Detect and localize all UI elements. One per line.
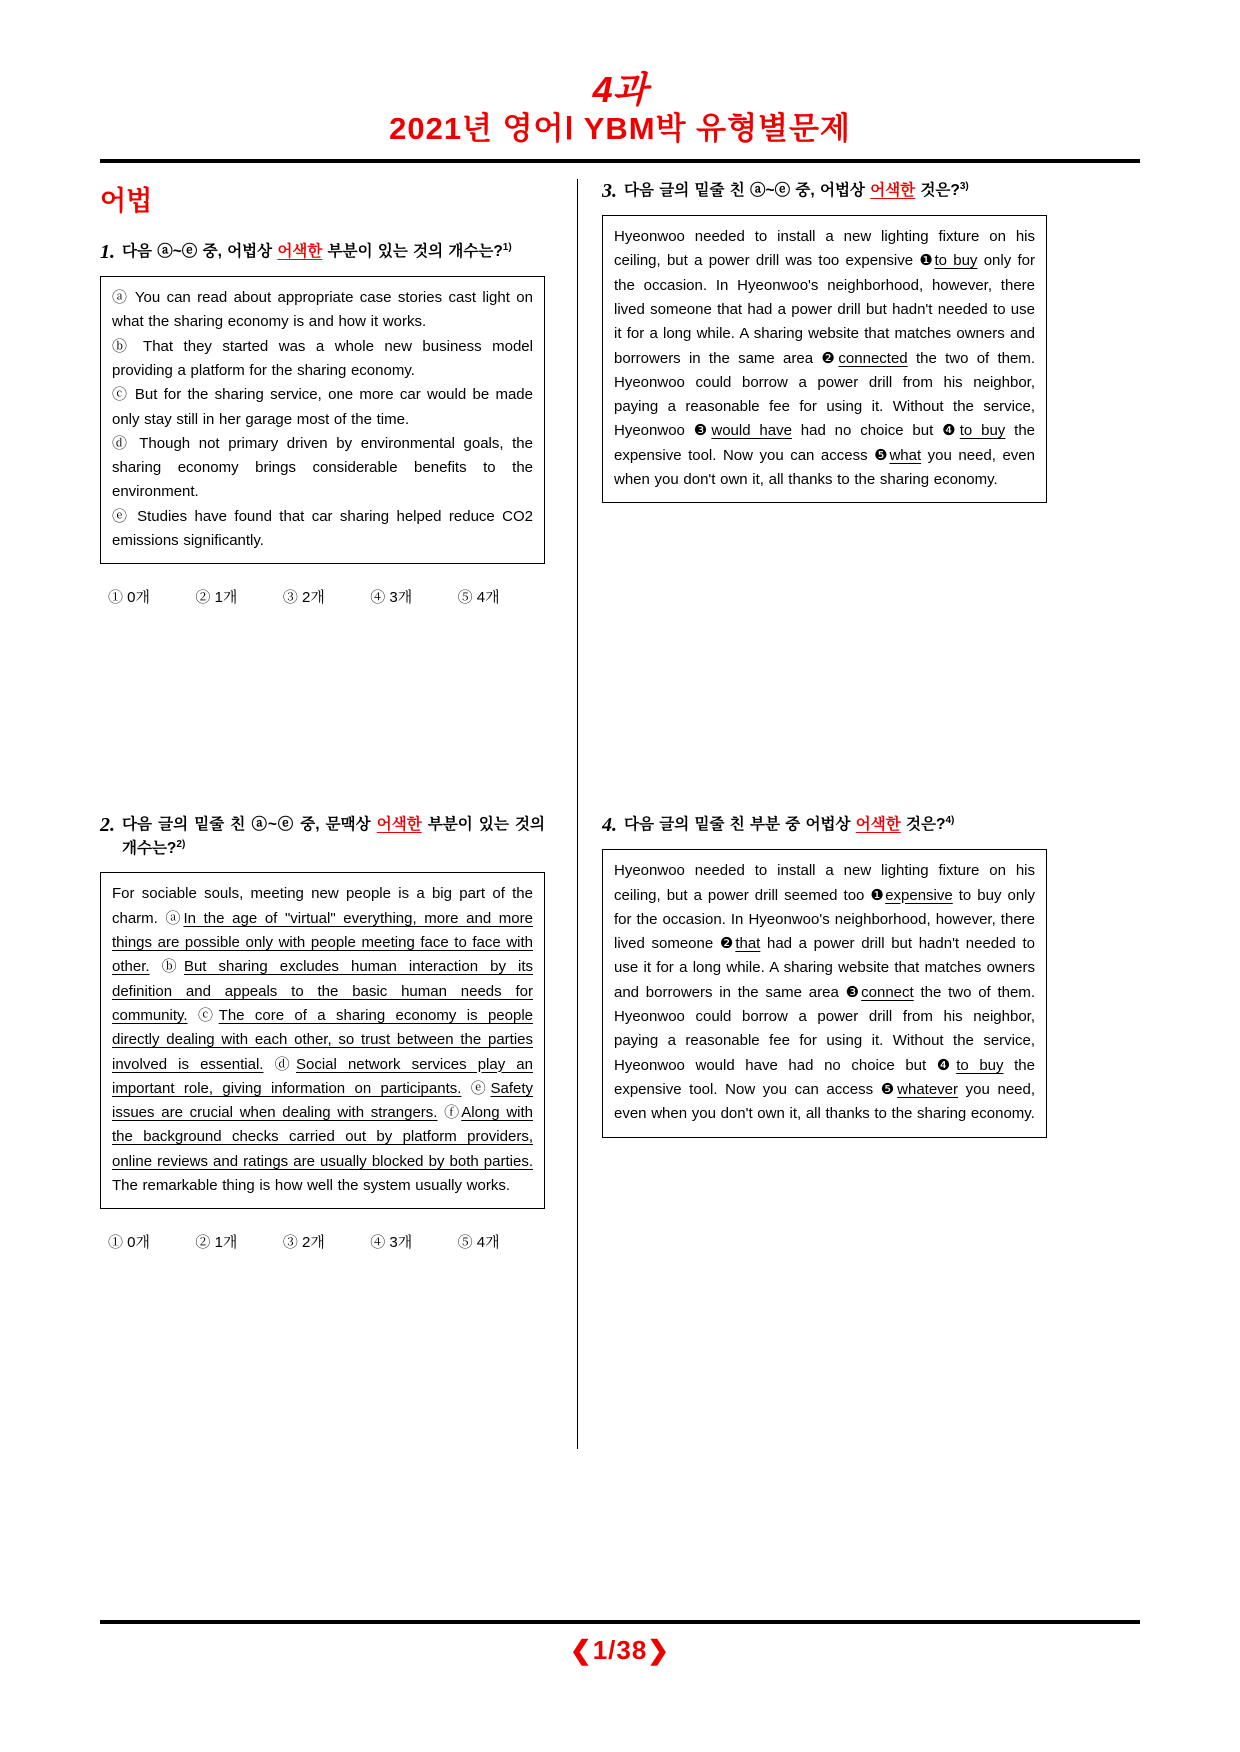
q4-text-2: to buy only for the occasion. In Hyeonwoo's neighborhood, however, there lived someone (614, 886, 1035, 953)
question-3 (602, 179, 1047, 503)
q3-underline-1: to buy (934, 252, 978, 270)
q2-underline-c: The core of a sharing economy is people directly dealing with each other, so trust between the parties involved is essential. (112, 1006, 533, 1073)
q3-text-3: the two of them. Hyeonwoo could borrow a power drill from his neighbor, paying a reasonable fee for using it. Without the service, Hyeonwoo (614, 349, 1036, 440)
q4-text-4: the two of them. Hyeonwoo could borrow a power drill from his neighbor, paying a reasonable fee for using it. Without the service, Hyeonwoo would have had no choice but (614, 983, 1035, 1074)
q3-underline-5: what (889, 446, 922, 464)
q1-text-a: You can read about appropriate case stories cast light on what the sharing economy is and how it works. (112, 289, 533, 331)
right-column-spacer (602, 513, 1047, 813)
q4-prompt-part-a: 다음 글의 밑줄 친 부분 중 어법상 (624, 816, 856, 834)
question-4 (602, 813, 1047, 1137)
q2-sep-1 (150, 958, 162, 975)
footer-divider-rule (100, 1620, 1140, 1624)
q1-item-d (112, 432, 533, 505)
q3-text-1: Hyeonwoo needed to install a new lighting fixture on his ceiling, but a power drill was too expensive (614, 228, 1035, 270)
q2-marker-d: ⓓ (274, 1055, 296, 1073)
q4-underline-5: whatever (897, 1080, 959, 1098)
question-1-prompt (122, 240, 512, 264)
question-2-passage-box (100, 872, 545, 1209)
q1-choice-1[interactable]: ① 0개 (108, 589, 150, 607)
q2-underline-b: But sharing excludes human interaction by its definition and appeals to the basic human needs for community. (112, 958, 533, 1024)
question-1-passage-box (100, 276, 545, 564)
q3-marker-4: ❹ (942, 422, 960, 440)
q1-choice-5[interactable]: ⑤ 4개 (457, 589, 500, 607)
question-1-number: 1. (100, 241, 115, 264)
q1-footnote-marker: 1) (502, 242, 512, 254)
q1-text-b: That they started was a whole new business model providing a platform for the sharing economy. (112, 337, 533, 379)
q1-marker-c: ⓒ (112, 386, 129, 404)
q4-prompt-part-b: 것은? (900, 816, 946, 834)
q1-text-c: But for the sharing service, one more car would be made only stay still in her garage most of the time. (112, 386, 533, 428)
q1-item-b (112, 335, 533, 384)
question-4-number: 4. (602, 814, 617, 837)
q2-sep-4 (461, 1080, 470, 1097)
question-2-prompt (122, 813, 545, 861)
right-column (592, 179, 1047, 1469)
question-2-number: 2. (100, 814, 115, 837)
q4-marker-2: ❷ (719, 935, 736, 953)
q4-underline-4: to buy (956, 1056, 1004, 1074)
q1-text-d: Though not primary driven by environmental goals, the sharing economy brings considerable benefits to the environment. (112, 434, 533, 501)
question-3-prompt (624, 179, 969, 203)
q4-marker-4: ❹ (936, 1056, 957, 1074)
q3-marker-1: ❶ (919, 252, 935, 270)
q2-marker-e: ⓔ (470, 1079, 491, 1097)
q1-marker-e: ⓔ (112, 507, 130, 525)
question-4-prompt (624, 813, 954, 837)
q1-prompt-highlight: 어색한 (277, 243, 323, 261)
q3-underline-3: would have (711, 422, 792, 440)
q1-item-a (112, 286, 533, 335)
q2-outro: The remarkable thing is how well the system usually works. (112, 1177, 510, 1195)
q2-sep-2 (188, 1007, 198, 1024)
q3-text-4: had no choice but (791, 422, 943, 440)
left-column (100, 179, 567, 1469)
q4-text-3: had a power drill but hadn't needed to use it for a long while. A sharing website that matches owners and borrowers in the same area (614, 935, 1035, 1001)
q3-marker-3: ❸ (693, 422, 712, 440)
question-3-number: 3. (602, 180, 617, 203)
q4-marker-5: ❺ (880, 1080, 898, 1098)
q2-choice-4[interactable]: ④ 3개 (370, 1234, 413, 1252)
lesson-title: 4과 (592, 69, 648, 110)
q2-sep-3 (263, 1056, 274, 1073)
q3-text-5: the expensive tool. Now you can access (614, 422, 1036, 464)
q4-footnote-marker: 4) (945, 815, 955, 827)
q3-prompt-part-b: 것은? (915, 182, 960, 200)
document-subtitle: 2021년 영어Ⅰ YBM박 유형별문제 (389, 111, 851, 147)
q2-marker-a: ⓐ (165, 909, 184, 927)
q1-choice-2[interactable]: ② 1개 (195, 589, 238, 607)
q2-marker-c: ⓒ (197, 1006, 219, 1024)
q1-choice-4[interactable]: ④ 3개 (370, 589, 413, 607)
question-3-heading (602, 179, 1047, 204)
q3-underline-4: to buy (959, 422, 1006, 440)
q1-marker-a: ⓐ (112, 289, 129, 307)
q1-prompt-part-b: 부분이 있는 것의 개수는? (322, 243, 503, 261)
q2-prompt-part-a: 다음 글의 밑줄 친 ⓐ~ⓔ 중, 문맥상 (122, 816, 377, 834)
q1-prompt-part-a: 다음 ⓐ~ⓔ 중, 어법상 (122, 243, 278, 261)
question-1 (100, 240, 545, 607)
q2-underline-e: Safety issues are crucial when dealing with strangers. (112, 1079, 533, 1122)
q3-text-2: only for the occasion. In Hyeonwoo's neighborhood, however, there lived someone that had a power drill but hadn't needed to use it for a long while. A sharing website that matches owners and borrowers in the same area (614, 252, 1035, 367)
section-heading: 어법 (100, 186, 153, 217)
page-number: ❮1/38❯ (569, 1635, 671, 1665)
q1-marker-d: ⓓ (112, 434, 131, 452)
q1-item-c (112, 383, 533, 432)
q4-text-1: Hyeonwoo needed to install a new lighting fixture on his ceiling, but a power drill seemed too (614, 862, 1035, 904)
question-2 (100, 813, 545, 1252)
q4-marker-3: ❸ (845, 983, 862, 1001)
q3-prompt-part-a: 다음 글의 밑줄 친 ⓐ~ⓔ 중, 어법상 (624, 182, 871, 200)
question-1-heading (100, 240, 545, 265)
q2-choice-2[interactable]: ② 1개 (195, 1234, 238, 1252)
q2-footnote-marker: 2) (176, 839, 186, 851)
column-divider (577, 179, 578, 1449)
header-divider-rule (100, 159, 1140, 163)
q3-text-6: you need, even when you don't own it, all thanks to the sharing economy. (614, 446, 1035, 488)
two-column-body (100, 179, 1140, 1469)
q1-marker-b: ⓑ (112, 337, 133, 355)
document-header (100, 70, 1140, 147)
q3-passage-text (614, 225, 1035, 492)
q4-passage-text (614, 859, 1035, 1126)
question-3-passage-box (602, 215, 1047, 503)
q2-prompt-part-b: 부분이 있는 것의 개수는? (122, 816, 545, 858)
question-4-heading (602, 813, 1047, 838)
q2-prompt-highlight: 어색한 (376, 816, 422, 834)
q1-text-e: Studies have found that car sharing helped reduce CO2 emissions significantly. (112, 507, 533, 549)
q2-underline-f: Along with the background checks carried out by platform providers, online reviews and ratings are usually blocked by both parties. (112, 1104, 533, 1170)
q3-underline-2: connected (838, 349, 908, 367)
q4-underline-2: that (735, 935, 761, 953)
question-2-choices (100, 1231, 545, 1252)
q2-intro: For sociable souls, meeting new people is a big part of the charm. (112, 885, 533, 927)
left-column-spacer (100, 617, 545, 813)
q4-prompt-highlight: 어색한 (855, 816, 901, 834)
q2-underline-a: In the age of "virtual" everything, more and more things are possible only with people meeting face to face with other. (112, 909, 533, 976)
q4-underline-1: expensive (885, 886, 953, 904)
q2-underline-d: Social network services play an important role, giving information on participants. (112, 1055, 533, 1097)
q4-text-5: the expensive tool. Now you can access (614, 1056, 1035, 1098)
q4-marker-1: ❶ (870, 886, 886, 904)
q2-choice-3[interactable]: ③ 2개 (282, 1234, 325, 1252)
q3-marker-5: ❺ (874, 446, 890, 464)
q1-item-e (112, 505, 533, 554)
q1-choice-3[interactable]: ③ 2개 (282, 589, 325, 607)
q4-text-6: you need, even when you don't own it, all thanks to the sharing economy. (614, 1080, 1036, 1123)
question-2-heading (100, 813, 545, 861)
q2-choice-5[interactable]: ⑤ 4개 (457, 1234, 500, 1252)
q2-passage-text (112, 882, 533, 1198)
q2-marker-f: ⓕ (444, 1104, 462, 1122)
q4-underline-3: connect (861, 983, 914, 1001)
q2-choice-1[interactable]: ① 0개 (108, 1234, 150, 1252)
q2-marker-b: ⓑ (161, 958, 184, 976)
q3-prompt-highlight: 어색한 (870, 182, 916, 200)
question-4-passage-box (602, 849, 1047, 1137)
q3-footnote-marker: 3) (959, 181, 969, 193)
question-1-choices (100, 586, 545, 607)
q3-marker-2: ❷ (821, 349, 839, 367)
